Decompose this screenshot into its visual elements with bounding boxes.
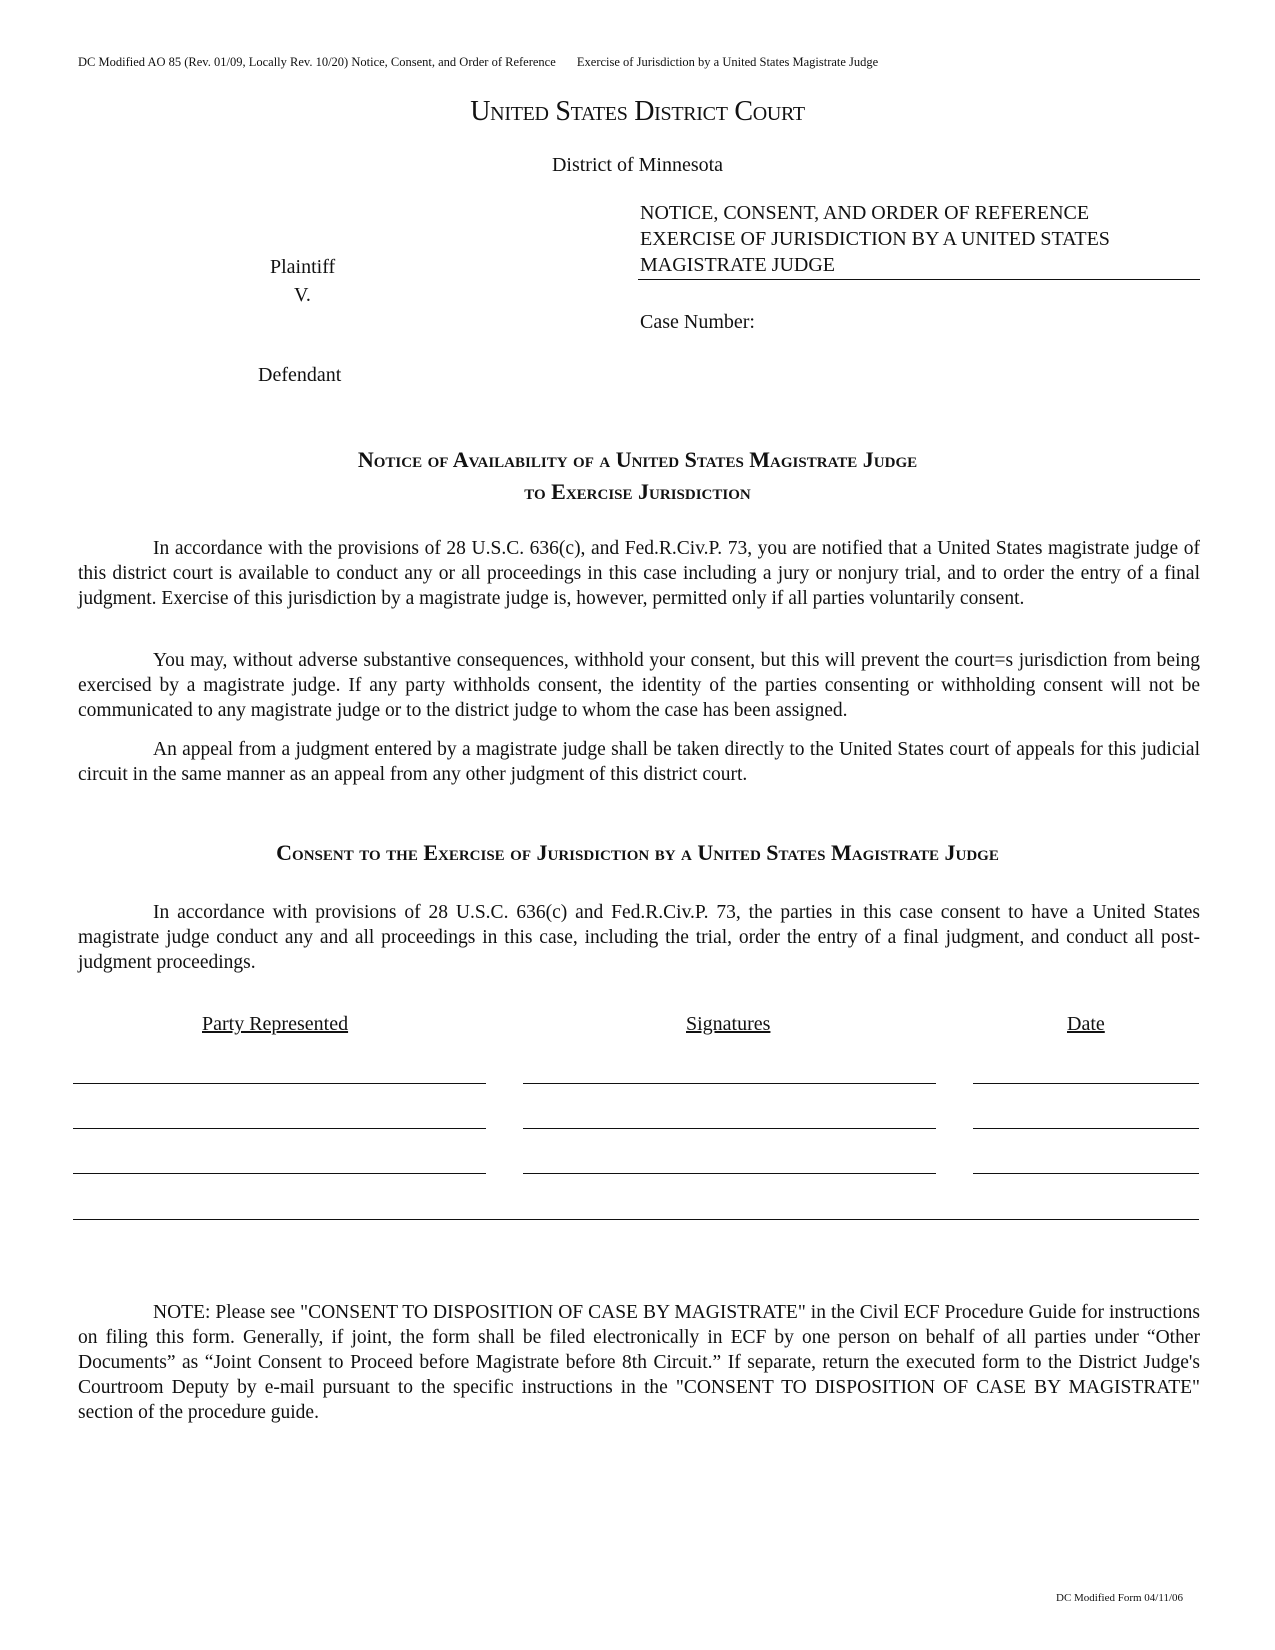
notice-paragraph-text: An appeal from a judgment entered by a magistrate judge shall be taken directly to the United States court of appeals for this judicial circuit in the same manner as an appeal from any other judgment of this district court. xyxy=(78,739,1200,785)
notice-paragraph-text: In accordance with the provisions of 28 U.S.C. 636(c), and Fed.R.Civ.P. 73, you are notified that a United States magistrate judge of this district court is available to conduct any or all proceedings in this case including a jury or nonjury trial, and to order the entry of a final judgment. Exercise of this jurisdiction by a magistrate judge is, however, permitted only if all parties voluntarily consent. xyxy=(78,538,1200,609)
notice-paragraph-text: You may, without adverse substantive consequences, withhold your consent, but this will prevent the court=s jurisdiction from being exercised by a magistrate judge. If any party withholds consent, the identity of the parties consenting or withholding consent will not be communicated to any magistrate judge or to the district judge to whom the case has been assigned. xyxy=(78,650,1200,721)
plaintiff-label: Plaintiff xyxy=(270,256,336,278)
caption-title-line: NOTICE, CONSENT, AND ORDER OF REFERENCE xyxy=(640,202,1090,224)
form-subject-text: Exercise of Jurisdiction by a United States Magistrate Judge xyxy=(576,55,879,69)
consent-paragraph-text: In accordance with provisions of 28 U.S.C. 636(c) and Fed.R.Civ.P. 73, the parties in this case consent to have a United States magistrate judge conduct any and all proceedings in this case, including the trial, order the entry of a final judgment, and conduct all post-judgment proceedings. xyxy=(78,902,1200,973)
party-represented-field[interactable] xyxy=(73,1083,486,1084)
notice-paragraph-1 xyxy=(78,536,1200,611)
signature-field[interactable] xyxy=(523,1128,936,1129)
footer-form-code: DC Modified Form 04/11/06 xyxy=(1056,1592,1184,1604)
defendant-label: Defendant xyxy=(258,364,342,386)
case-number-label: Case Number: xyxy=(640,311,755,333)
consent-heading: Consent to the Exercise of Jurisdiction by a United States Magistrate Judge xyxy=(276,840,999,865)
date-field[interactable] xyxy=(973,1128,1199,1129)
note-paragraph xyxy=(78,1300,1200,1425)
notice-heading-line2: to Exercise Jurisdiction xyxy=(524,479,751,504)
party-represented-field[interactable] xyxy=(73,1128,486,1129)
party-represented-header: Party Represented xyxy=(202,1013,349,1035)
date-header: Date xyxy=(1067,1013,1105,1035)
consent-paragraph xyxy=(78,900,1200,975)
notice-heading-line1: Notice of Availability of a United States Magistrate Judge xyxy=(357,447,918,472)
form-identifier xyxy=(78,55,878,70)
court-name: United States District Court xyxy=(470,96,805,127)
notice-paragraph-3 xyxy=(78,737,1200,787)
caption-title-line: EXERCISE OF JURISDICTION BY A UNITED STATES xyxy=(640,228,1110,250)
signature-field[interactable] xyxy=(523,1083,936,1084)
caption-title-line: MAGISTRATE JUDGE xyxy=(640,254,835,276)
party-represented-field[interactable] xyxy=(73,1173,486,1174)
caption-title xyxy=(640,200,1200,278)
signature-field[interactable] xyxy=(523,1173,936,1174)
versus-label: V. xyxy=(294,284,311,306)
date-field[interactable] xyxy=(973,1083,1199,1084)
form-id-text: DC Modified AO 85 (Rev. 01/09, Locally Rev. 10/20) Notice, Consent, and Order of Reference xyxy=(78,55,556,69)
notice-heading xyxy=(0,444,1275,508)
full-width-line xyxy=(73,1219,1199,1220)
signatures-header: Signatures xyxy=(686,1013,771,1035)
caption-rule xyxy=(638,279,1200,280)
district-name: District of Minnesota xyxy=(551,154,724,176)
date-field[interactable] xyxy=(973,1173,1199,1174)
note-text: NOTE: Please see "CONSENT TO DISPOSITION OF CASE BY MAGISTRATE" in the Civil ECF Procedure Guide for instructions on filing this form. Generally, if joint, the form shall be filed electronically in ECF by one person on behalf of all parties under “Other Documents” as “Joint Consent to Proceed before Magistrate before 8th Circuit.” If separate, return the executed form to the District Judge's Courtroom Deputy by e-mail pursuant to the specific instructions in the "CONSENT TO DISPOSITION OF CASE BY MAGISTRATE" section of the procedure guide. xyxy=(78,1302,1200,1423)
notice-paragraph-2 xyxy=(78,648,1200,723)
